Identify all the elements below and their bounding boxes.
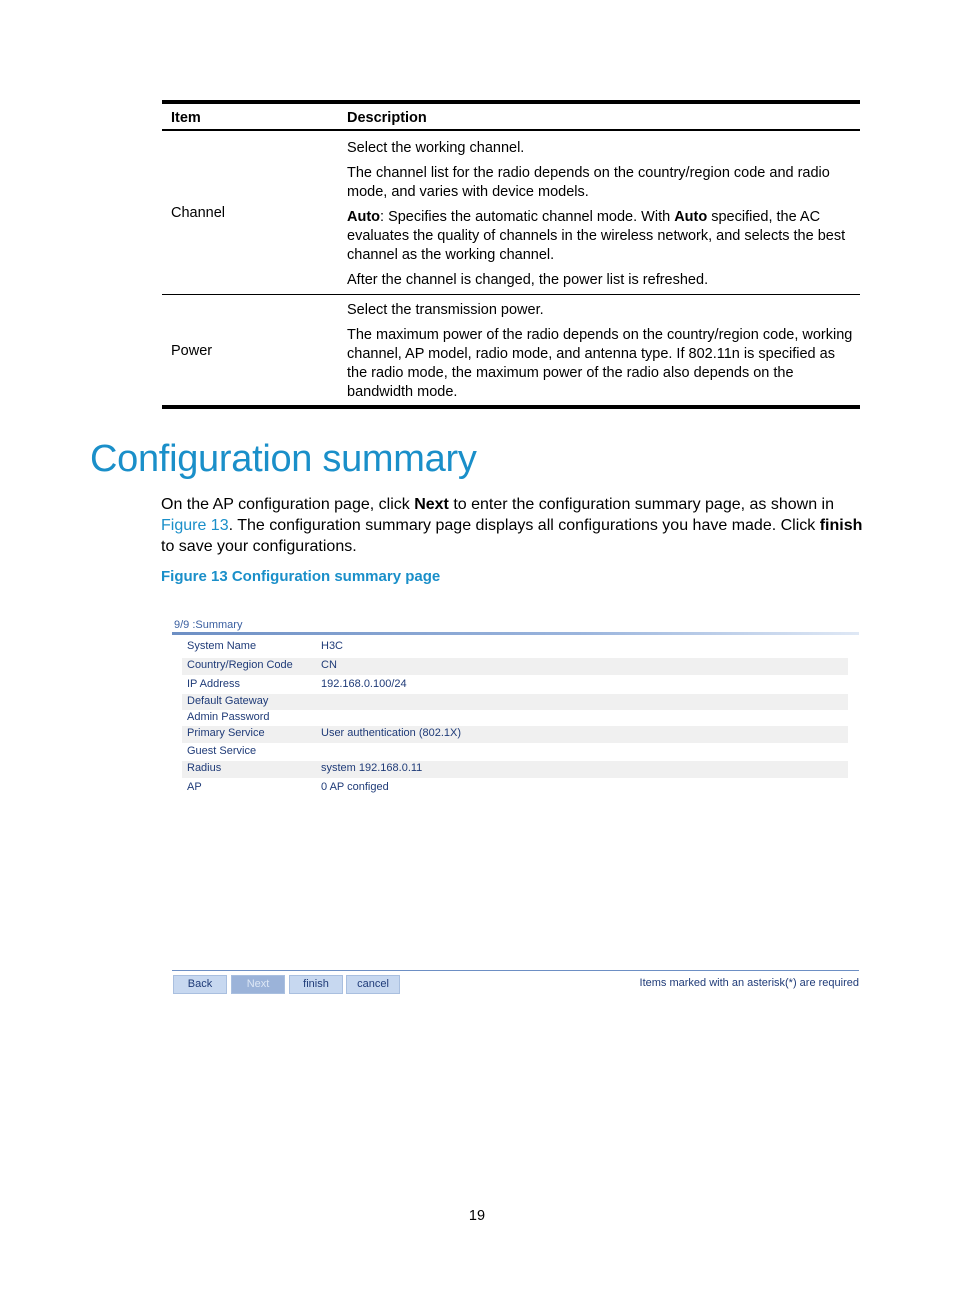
summary-label: AP [187,781,202,793]
body-text: . The configuration summary page displays all configurations you have made. Click [228,517,820,534]
summary-label: Country/Region Code [187,659,293,671]
back-button[interactable]: Back [173,975,227,994]
summary-label: Primary Service [187,727,265,739]
summary-row [182,658,848,675]
summary-value: 192.168.0.100/24 [321,678,407,690]
cancel-button[interactable]: cancel [346,975,400,994]
finish-button[interactable]: finish [289,975,343,994]
summary-row [182,639,848,656]
page-number: 19 [468,1208,486,1224]
summary-value: User authentication (802.1X) [321,727,462,739]
summary-row [182,677,848,694]
section-heading: Configuration summary [90,438,477,480]
summary-row [182,780,848,797]
summary-label: Default Gateway [187,695,269,707]
body-paragraph [161,494,865,557]
bold-term: finish [819,517,863,534]
bold-term: Auto [347,209,381,226]
description-text: specified, the AC evaluates the quality of channels in the wireless network, and selects the best channel as the working channel. [347,209,846,263]
description-paragraph: After the channel is changed, the power list is refreshed. [347,272,709,289]
summary-row [182,694,848,710]
body-text: to enter the configuration summary page, as shown in [448,496,834,513]
description-paragraph: The maximum power of the radio depends on the country/region code, working channel, AP model, radio mode, and antenna type. If 802.11n is specified as the radio mode, the maximum power of the radio also depends on the bandwidth mode. [347,327,853,400]
table-top-rule [162,100,860,104]
wizard-title-rule [172,632,859,635]
table-cell-description-power [347,301,857,408]
figure-caption: Figure 13 Configuration summary page [161,568,441,585]
next-button[interactable]: Next [231,975,285,994]
body-text: On the AP configuration page, click [161,496,415,513]
summary-label: Admin Password [187,711,270,723]
summary-row [182,761,848,778]
summary-row [182,710,848,725]
description-paragraph: The channel list for the radio depends on the country/region code and radio mode, and varies with device models. [347,165,830,201]
table-header-rule [162,129,860,131]
summary-value: CN [321,659,337,671]
wizard-footer-rule [172,970,859,971]
table-header-item: Item [171,110,201,126]
body-text: to save your configurations. [161,538,357,555]
summary-value: system 192.168.0.11 [321,762,423,774]
summary-value: 0 AP configed [321,781,389,793]
table-cell-description-channel [347,139,857,297]
wizard-step-title: 9/9 :Summary [174,619,243,631]
description-paragraph: Select the transmission power. [347,302,544,318]
bold-term: Next [414,496,449,513]
summary-label: IP Address [187,678,240,690]
summary-row [182,744,848,761]
table-row-divider [162,294,860,295]
description-paragraph [347,208,857,264]
description-paragraph: Select the working channel. [347,140,525,156]
summary-value: H3C [321,640,344,652]
required-fields-note: Items marked with an asterisk(*) are required [639,977,859,989]
table-cell-item-channel: Channel [171,205,226,221]
table-header-description: Description [347,110,427,126]
table-bottom-rule [162,405,860,409]
summary-label: System Name [187,640,257,652]
description-text: : Specifies the automatic channel mode. With [380,209,675,226]
bold-term: Auto [674,209,708,226]
summary-row [182,726,848,743]
figure-link[interactable]: Figure 13 [161,517,229,534]
summary-label: Radius [187,762,222,774]
summary-label: Guest Service [187,745,257,757]
table-cell-item-power: Power [171,343,213,359]
